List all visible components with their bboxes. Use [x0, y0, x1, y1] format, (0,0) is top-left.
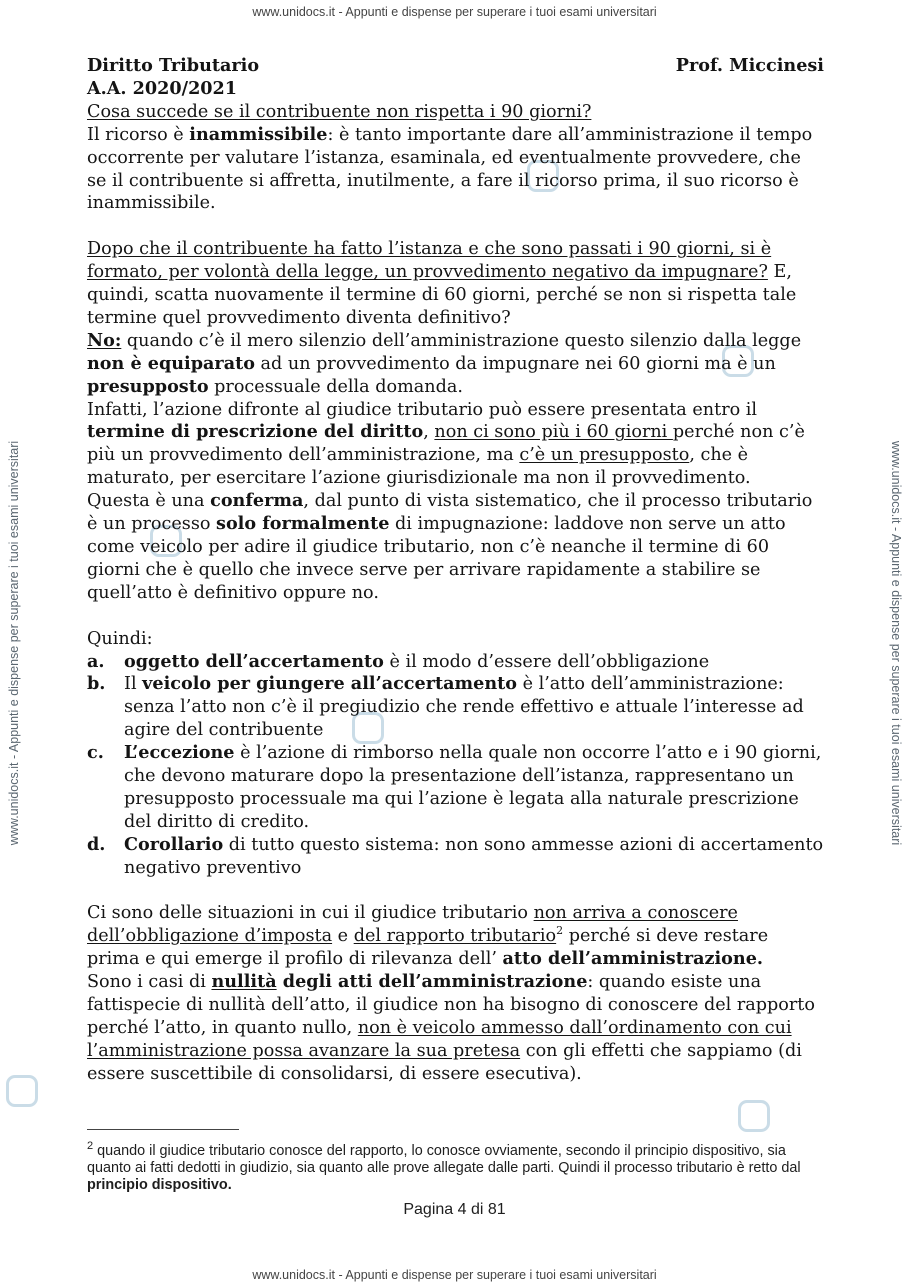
list-item: d. Corollario di tutto questo sistema: non sono ammesse azioni di accertamento negativo preventivo — [87, 833, 824, 878]
paragraph-conferma: Questa è una conferma, dal punto di vista sistematico, che il processo tributario è un processo solo formalmente di impugnazione: laddove non serve un atto come veicolo per adire il giudice tributario, non c’è neanche il termine di 60 giorni che è quello che invece serve per arrivare rapidamente a stabilire se quell’atto è definitivo oppure no. — [87, 490, 813, 603]
document-body — [87, 55, 824, 1086]
list-intro: Quindi: — [87, 628, 153, 649]
paragraph-situazioni: Ci sono delle situazioni in cui il giudice tributario non arriva a conoscere dell’obbligazione d’imposta e del rapporto tributario$^2$ perché si deve restare prima e qui emerge il profilo di rilevanza dell’ atto dell’amministrazione. — [87, 903, 769, 970]
watermark-top: www.unidocs.it - Appunti e dispense per superare i tuoi esami universitari — [252, 5, 657, 19]
unidocs-logo-icon — [6, 1075, 38, 1107]
list-item: c. L’eccezione è l’azione di rimborso nella quale non occorre l’atto e i 90 giorni, che devono maturare dopo la presentazione dell’istanza, rappresentano un presupposto processuale ma qui l’azione è legata alla naturale prescrizione del diritto di credito. — [87, 742, 822, 832]
footnote: $^2$ quando il giudice tributario conosce del rapporto, lo conosce ovviamente, secondo il principio dispositivo, sia quanto ai fatti dedotti in giudizio, sia quanto alle prove allegate dalle parti. Quindi il processo tributario è retto dal principio dispositivo. — [87, 1140, 801, 1193]
paragraph-answer-no: No: quando c’è il mero silenzio dell’amministrazione questo silenzio dalla legge non è equiparato ad un provvedimento da impugnare nei 60 giorni ma è un presupposto processuale della domanda. — [87, 329, 802, 397]
watermark-right: www.unidocs.it - Appunti e dispense per superare i tuoi esami universitari — [889, 440, 903, 846]
course-title: Diritto Tributario — [87, 55, 260, 76]
document-header — [87, 55, 824, 78]
list-item: a. oggetto dell’accertamento è il modo d’essere dell’obbligazione — [87, 650, 710, 672]
professor-name: Prof. Miccinesi — [675, 55, 824, 76]
list-item: b. Il veicolo per giungere all’accertamento è l’atto dell’amministrazione: senza l’atto non c’è il pregiudizio che rende effettivo e attuale l’interesse ad agire del contribuente — [87, 673, 804, 741]
page-number: Pagina 4 di 81 — [403, 1201, 506, 1218]
section-question: Cosa succede se il contribuente non rispetta i 90 giorni? — [87, 101, 592, 122]
footnote-ref[interactable]: 2 — [556, 924, 564, 938]
watermark-bottom: www.unidocs.it - Appunti e dispense per superare i tuoi esami universitari — [252, 1268, 657, 1282]
paragraph-inammissibile: Il ricorso è inammissibile: è tanto importante dare all’amministrazione il tempo occorrente per valutare l’istanza, esaminala, ed eventualmente provvedere, che se il contribuente si affretta, inutilmente, a fare il ricorso prima, il suo ricorso è inammissibile. — [87, 123, 813, 214]
watermark-left: www.unidocs.it - Appunti e dispense per superare i tuoi esami universitari — [7, 440, 21, 846]
academic-year: A.A. 2020/2021 — [87, 77, 238, 99]
paragraph-nullita: Sono i casi di nullità degli atti dell’amministrazione: quando esiste una fattispecie di nullità dell’atto, il giudice non ha bisogno di conoscere del rapporto perché l’atto, in quanto nullo, non è veicolo ammesso dall’ordinamento con cui l’amministrazione possa avanzare la sua pretesa con gli effetti che sappiamo (di essere suscettibile di consolidarsi, di essere esecutiva). — [87, 971, 815, 1084]
summary-list — [87, 651, 824, 880]
footnote-divider — [87, 1129, 239, 1130]
paragraph-question-90-days: Dopo che il contribuente ha fatto l’istanza e che sono passati i 90 giorni, si è formato, per volontà della legge, un provvedimento negativo da impugnare? E, quindi, scatta nuovamente il termine di 60 giorni, perché se non si rispetta tale termine quel provvedimento diventa definitivo? — [87, 239, 797, 328]
paragraph-infatti: Infatti, l’azione difronte al giudice tributario può essere presentata entro il termine di prescrizione del diritto, non ci sono più i 60 giorni perché non c’è più un provvedimento dell’amministrazione, ma c’è un presupposto, che è maturato, per esercitare l’azione giurisdizionale ma non il provvedimento. — [87, 399, 805, 489]
unidocs-logo-icon — [738, 1100, 770, 1132]
